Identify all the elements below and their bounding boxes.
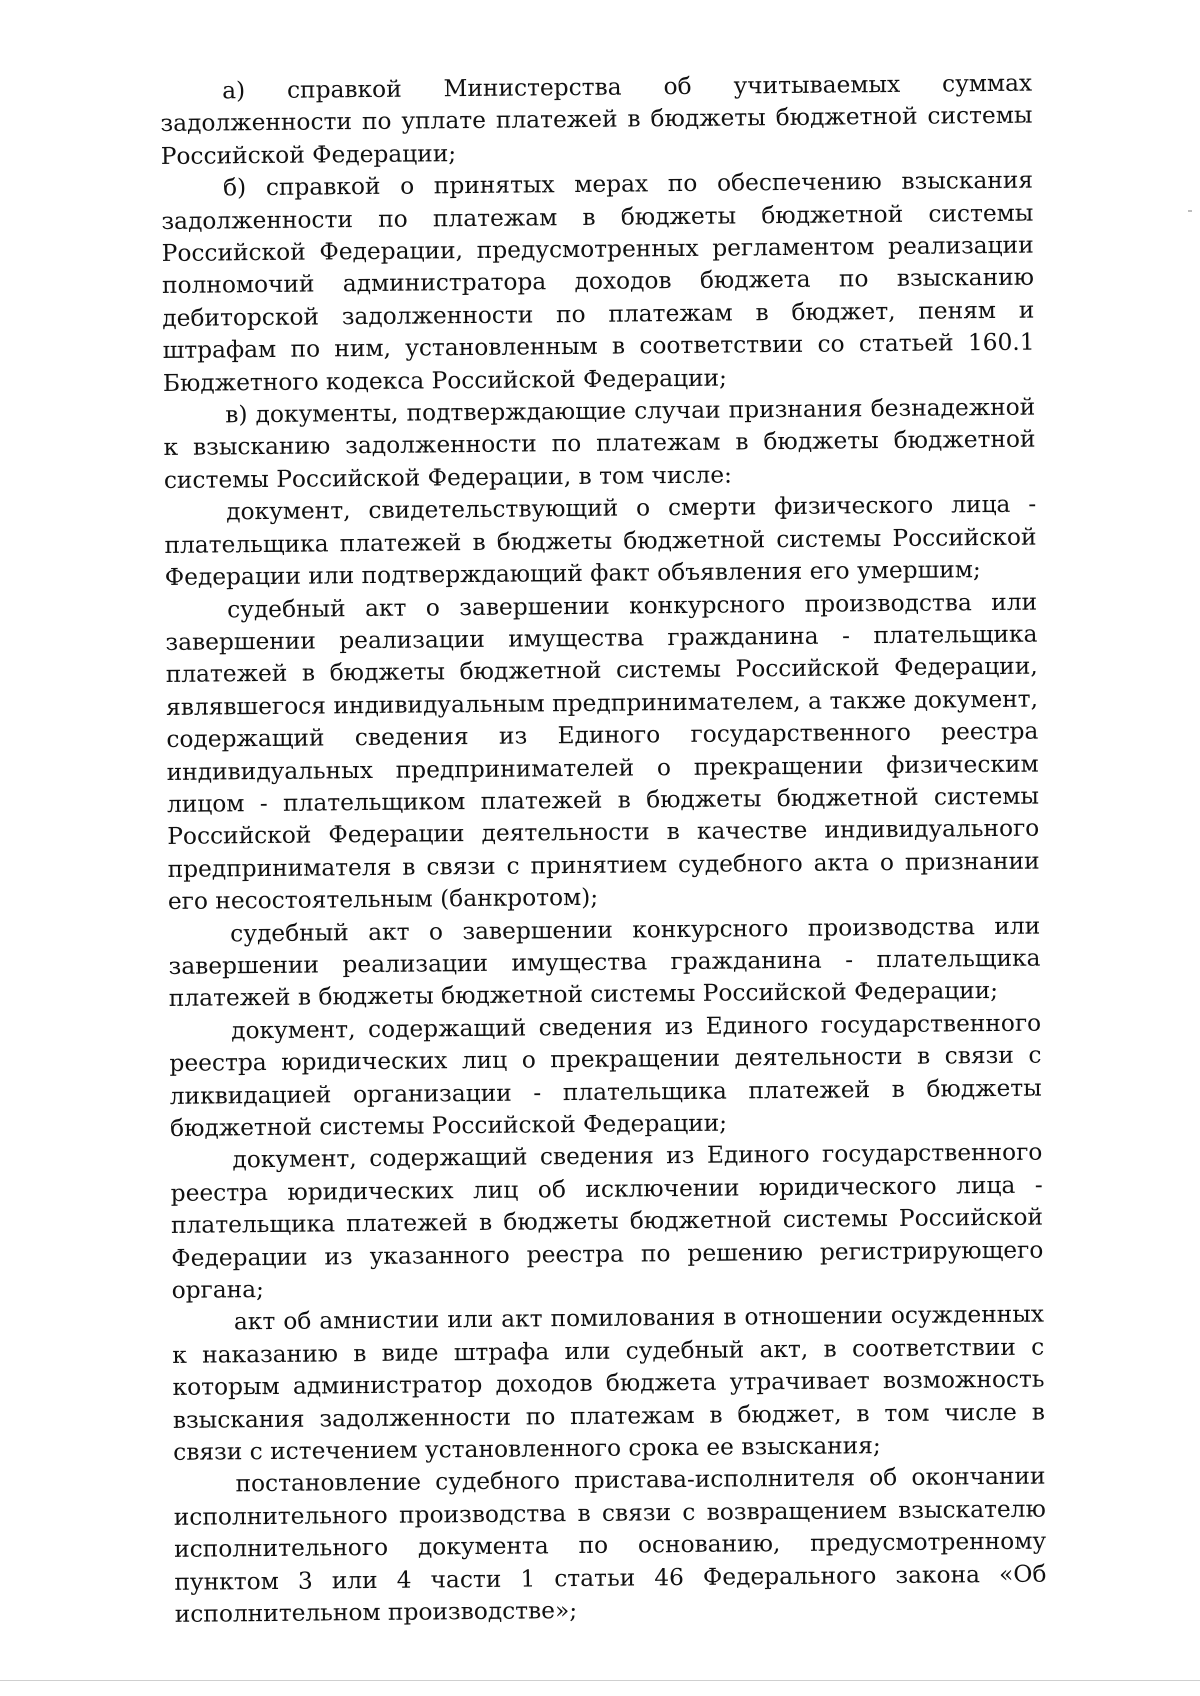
scan-bottom-edge	[0, 1680, 1200, 1681]
paragraph-liquidation: документ, содержащий сведения из Единого государственного реестра юридических лиц о прекращении деятельности в связи с ликвидацией организации - плательщика платежей в бюджеты бюджетной системы Российской Федерации;	[169, 1009, 1042, 1142]
paragraph-v-supporting-documents: в) документы, подтверждающие случаи признания безнадежной к взысканию задолженности по платежам в бюджеты бюджетной системы Российской Федерации, в том числе:	[163, 393, 1036, 494]
paragraph-amnesty-act: акт об амнистии или акт помилования в отношении осужденных к наказанию в виде штрафа или судебный акт, в соответствии с которым администратор доходов бюджета утрачивает возможность взыскания задолженности по платежам в бюджет, в том числе в связи с истечением установленного срока ее взыскания;	[172, 1301, 1045, 1466]
paragraph-bankruptcy-citizen: судебный акт о завершении конкурсного производства или завершении реализации имущества гражданина - плательщика платежей в бюджеты бюджетной системы Российской Федерации;	[168, 912, 1041, 1013]
document-body	[160, 68, 1047, 1632]
paragraph-a-ministry-reference: а) справкой Министерства об учитываемых суммах задолженности по уплате платежей в бюджеты бюджетной системы Российской Федерации;	[160, 69, 1033, 170]
scan-edge-mark	[1188, 210, 1192, 212]
paragraph-b-collection-measures: б) справкой о принятых мерах по обеспечению взыскания задолженности по платежам в бюджеты бюджетной системы Российской Федерации, предусмотренных регламентом реализации полномочий администратора доходов бюджета по взысканию дебиторской задолженности по платежам в бюджет, пеням и штрафам по ним, установленным в соответствии со статьей 160.1 Бюджетного кодекса Российской Федерации;	[161, 166, 1035, 397]
paragraph-bankruptcy-entrepreneur: судебный акт о завершении конкурсного производства или завершении реализации имущества гражданина - плательщика платежей в бюджеты бюджетной системы Российской Федерации, являвшегося индивидуальным предпринимателем, а также документ, содержащий сведения из Единого государственного реестра индивидуальных предпринимателей о прекращении физическим лицом - плательщиком платежей в бюджеты бюджетной системы Российской Федерации деятельности в качестве индивидуального предпринимателя в связи с принятием судебного акта о признании его несостоятельным (банкротом);	[165, 588, 1040, 916]
paragraph-exclusion-from-register: документ, содержащий сведения из Единого государственного реестра юридических лиц об исключении юридического лица - плательщика платежей в бюджеты бюджетной системы Российской Федерации из указанного реестра по решению регистрирующего органа;	[170, 1138, 1044, 1304]
paragraph-bailiff-resolution: постановление судебного пристава-исполнителя об окончании исполнительного производства в связи с возвращением взыскателю исполнительного документа по основанию, предусмотренному пунктом 3 или 4 части 1 статьи 46 Федерального закона «Об исполнительном производстве»;	[173, 1463, 1047, 1629]
paragraph-death-certificate: документ, свидетельствующий о смерти физического лица - плательщика платежей в бюджеты бюджетной системы Российской Федерации или подтверждающий факт объявления его умершим;	[164, 490, 1037, 592]
